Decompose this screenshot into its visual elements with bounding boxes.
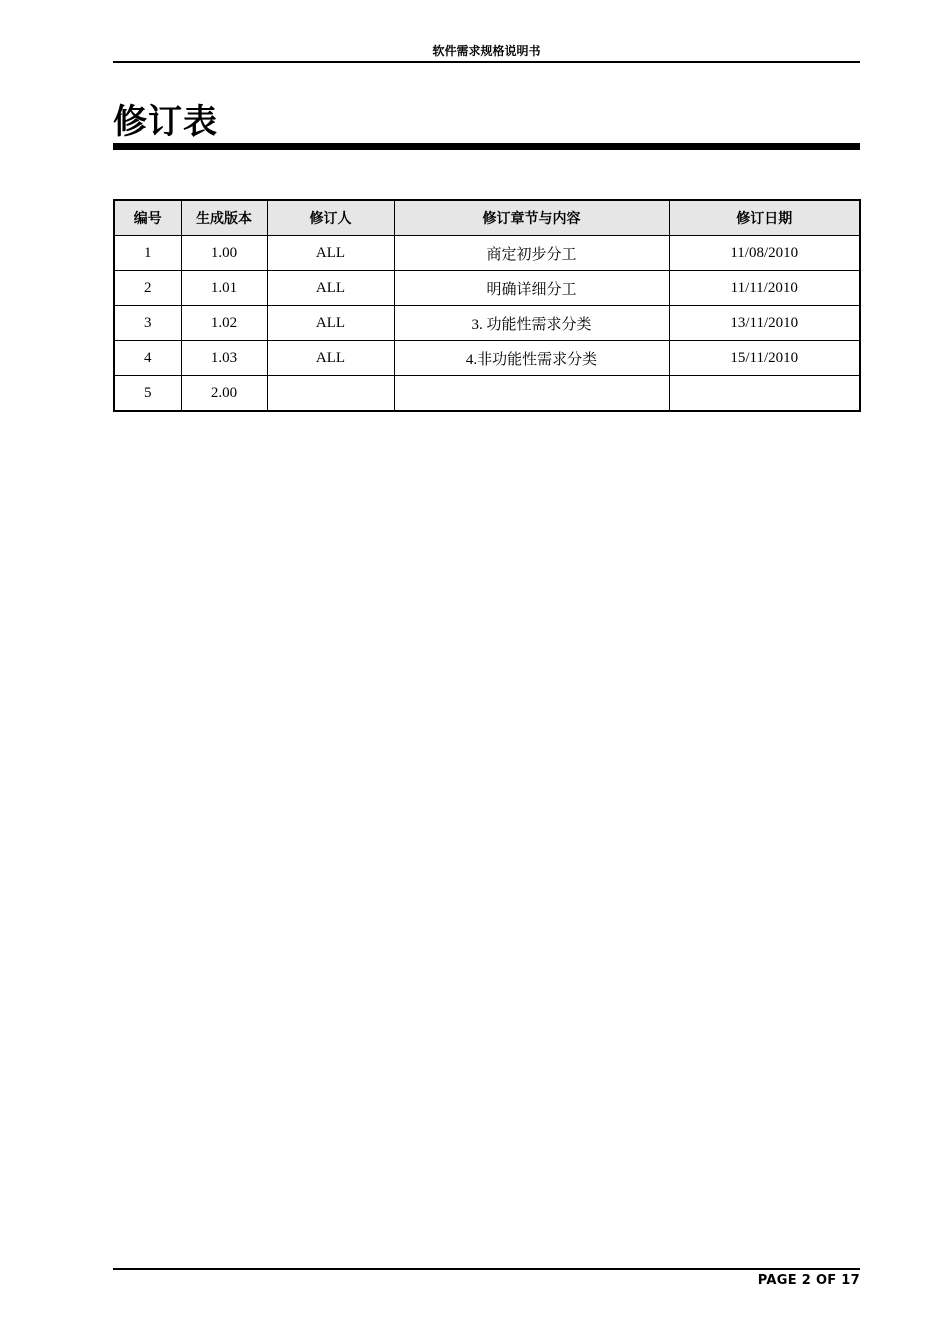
title-divider (113, 143, 860, 150)
revision-table (113, 199, 861, 412)
cell-date: 13/11/2010 (669, 306, 860, 341)
cell-number: 4 (114, 341, 181, 376)
cell-number: 2 (114, 271, 181, 306)
cell-reviser: ALL (267, 271, 394, 306)
table-row (114, 341, 860, 376)
cell-version: 1.01 (181, 271, 267, 306)
table-row (114, 306, 860, 341)
cell-content (394, 376, 669, 412)
column-header-content: 修订章节与内容 (394, 200, 669, 236)
cell-content: 4.非功能性需求分类 (394, 341, 669, 376)
cell-date (669, 376, 860, 412)
cell-version: 2.00 (181, 376, 267, 412)
cell-date: 11/08/2010 (669, 236, 860, 271)
cell-number: 1 (114, 236, 181, 271)
cell-version: 1.03 (181, 341, 267, 376)
page-header: 软件需求规格说明书 (432, 44, 541, 58)
table-row (114, 376, 860, 412)
cell-reviser: ALL (267, 306, 394, 341)
cell-reviser: ALL (267, 236, 394, 271)
column-header-number: 编号 (114, 200, 181, 236)
header-divider (113, 61, 860, 63)
table-row (114, 271, 860, 306)
cell-number: 3 (114, 306, 181, 341)
cell-date: 11/11/2010 (669, 271, 860, 306)
cell-version: 1.00 (181, 236, 267, 271)
cell-reviser (267, 376, 394, 412)
column-header-reviser: 修订人 (267, 200, 394, 236)
cell-content: 商定初步分工 (394, 236, 669, 271)
table-row (114, 236, 860, 271)
cell-date: 15/11/2010 (669, 341, 860, 376)
cell-content: 3. 功能性需求分类 (394, 306, 669, 341)
cell-reviser: ALL (267, 341, 394, 376)
column-header-version: 生成版本 (181, 200, 267, 236)
cell-number: 5 (114, 376, 181, 412)
page-number: PAGE 2 OF 17 (757, 1273, 860, 1288)
column-header-date: 修订日期 (669, 200, 860, 236)
cell-version: 1.02 (181, 306, 267, 341)
cell-content: 明确详细分工 (394, 271, 669, 306)
section-title: 修订表 (113, 102, 218, 142)
footer-divider (113, 1268, 860, 1270)
table-header-row (114, 200, 860, 236)
